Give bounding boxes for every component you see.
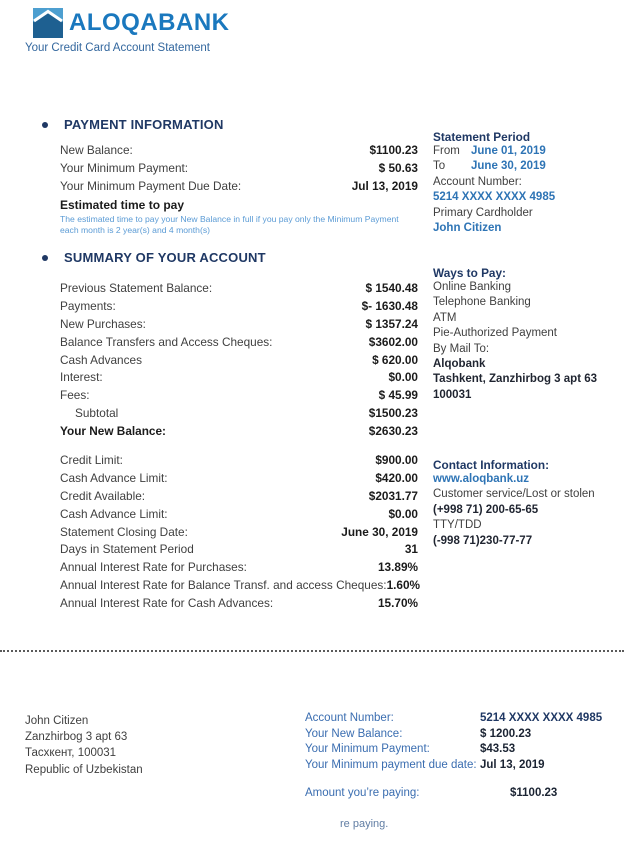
- cardholder-label: Primary Cardholder: [433, 206, 533, 219]
- fees-value: $ 45.99: [378, 388, 418, 403]
- interest-row: [60, 370, 418, 388]
- by-mail-label: By Mail To:: [433, 342, 490, 355]
- cash-advance-limit-value: $420.00: [375, 470, 418, 485]
- payer-street: Zanzhirbog 3 apt 63: [25, 731, 128, 744]
- remit-due-date-value: Jul 13, 2019: [480, 758, 545, 771]
- remit-account-number-label: Account Number:: [305, 712, 394, 724]
- new-purchases-value: $ 1357.24: [365, 316, 418, 331]
- cash-advances-value: $ 620.00: [372, 352, 418, 367]
- pay-method-atm: ATM: [433, 311, 457, 324]
- pay-method-preauthorized: Pie-Authorized Payment: [433, 327, 558, 340]
- bank-website-link[interactable]: www.aloqbank.uz: [433, 473, 530, 485]
- due-date-label: Your Minimum Payment Due Date:: [60, 178, 242, 193]
- period-to-label: To: [433, 160, 446, 173]
- new-balance-label: New Balance:: [60, 143, 133, 157]
- credit-limit-row: [60, 453, 418, 471]
- statement-period-title: Statement Period: [433, 130, 531, 144]
- cash-advance-limit-label: Cash Advance Limit:: [60, 470, 168, 485]
- estimated-note-line2: each month is 2 year(s) and 4 month(s): [60, 225, 210, 236]
- amount-paying-row: [305, 787, 610, 803]
- account-number-label: Account Number:: [433, 175, 522, 188]
- mail-postcode: 100031: [433, 388, 472, 401]
- apr-cash-advances-value: 15.70%: [377, 596, 418, 611]
- bank-roof-icon: [33, 8, 63, 38]
- payer-name: John Citizen: [25, 715, 89, 727]
- cash-advances-row: [60, 353, 418, 371]
- bullet-icon: [42, 255, 48, 261]
- subtotal-label: Subtotal: [75, 406, 119, 421]
- days-in-period-value: 31: [404, 542, 418, 557]
- apr-purchases-value: 13.89%: [377, 560, 418, 575]
- remit-minimum-payment-label: Your Minimum Payment:: [305, 743, 430, 755]
- previous-balance-label: Previous Statement Balance:: [60, 281, 213, 295]
- subtotal-value: $1500.23: [368, 406, 418, 421]
- closing-date-label: Statement Closing Date:: [60, 524, 188, 539]
- balance-transfers-row: [60, 335, 418, 353]
- cash-advance-limit-2-value: $0.00: [388, 506, 418, 521]
- your-new-balance-label: Your New Balance:: [60, 424, 166, 439]
- your-new-balance-row: [60, 424, 418, 442]
- remit-minimum-payment-value: $43.53: [480, 743, 516, 755]
- estimated-time-note: [60, 214, 418, 237]
- contact-information-title: Contact Information:: [433, 458, 549, 472]
- pay-method-telephone: Telephone Banking: [433, 296, 531, 309]
- account-summary-title: SUMMARY OF YOUR ACCOUNT: [64, 250, 266, 265]
- apr-purchases-label: Annual Interest Rate for Purchases:: [60, 560, 247, 575]
- apr-balance-transfers-label: Annual Interest Rate for Balance Transf. and access Cheques:: [60, 578, 387, 593]
- cash-advance-limit-2-row: [60, 507, 418, 525]
- new-balance-row: [60, 143, 418, 161]
- due-date-row: [60, 179, 418, 197]
- ways-to-pay-section: [433, 266, 621, 403]
- amount-paying-label: Amount you’re paying:: [305, 787, 420, 799]
- remit-due-date-row: [305, 759, 610, 775]
- closing-date-value: June 30, 2019: [341, 524, 418, 539]
- interest-label: Interest:: [60, 370, 103, 385]
- new-balance-value: $1100.23: [369, 143, 418, 157]
- account-number-value: 5214 XXXX XXXX 4985: [433, 191, 556, 204]
- minimum-payment-row: [60, 161, 418, 179]
- cash-advances-label: Cash Advances: [60, 352, 142, 367]
- mail-address: Tashkent, Zanzhirbog 3 apt 63: [433, 373, 598, 386]
- pay-method-online: Online Banking: [433, 281, 511, 293]
- estimated-note-line1: The estimated time to pay your New Balance in full if you pay only the Minimum Payment: [60, 213, 399, 224]
- remit-new-balance-value: $ 1200.23: [480, 727, 532, 740]
- bank-name: ALOQABANK: [69, 9, 230, 36]
- remit-new-balance-row: [305, 728, 610, 744]
- cash-advance-limit-2-label: Cash Advance Limit:: [60, 506, 168, 521]
- statement-tagline: Your Credit Card Account Statement: [25, 42, 210, 54]
- remit-due-date-label: Your Minimum payment due date:: [305, 758, 477, 771]
- period-from-value: June 01, 2019: [471, 145, 546, 157]
- payment-information-section: [60, 117, 418, 237]
- mail-bank-name: Alqobank: [433, 358, 486, 371]
- apr-balance-transfers-value: 1.60%: [386, 578, 421, 593]
- bank-logo: [33, 8, 230, 38]
- remit-account-number-value: 5214 XXXX XXXX 4985: [480, 712, 603, 724]
- your-new-balance-value: $2630.23: [368, 424, 418, 439]
- period-to-value: June 30, 2019: [471, 160, 546, 173]
- minimum-payment-value: $ 50.63: [378, 160, 418, 175]
- apr-cash-advances-row: [60, 596, 418, 614]
- interest-value: $0.00: [388, 370, 418, 385]
- new-purchases-label: New Purchases:: [60, 316, 146, 331]
- payer-address-block: [25, 713, 143, 778]
- fees-row: [60, 388, 418, 406]
- payment-information-title: PAYMENT INFORMATION: [64, 117, 224, 132]
- minimum-payment-label: Your Minimum Payment:: [60, 160, 189, 175]
- tty-phone: (-998 71)230-77-77: [433, 534, 533, 547]
- credit-available-value: $2031.77: [368, 488, 418, 503]
- remit-new-balance-label: Your New Balance:: [305, 727, 403, 740]
- payments-label: Payments:: [60, 298, 116, 313]
- period-from-label: From: [433, 145, 460, 157]
- amount-paying-value: $1100.23: [510, 787, 558, 799]
- days-in-period-row: [60, 542, 418, 560]
- remit-minimum-payment-row: [305, 743, 610, 759]
- balance-transfers-label: Balance Transfers and Access Cheques:: [60, 334, 273, 349]
- credit-limit-label: Credit Limit:: [60, 453, 123, 468]
- credit-available-row: [60, 489, 418, 507]
- payments-row: [60, 299, 418, 317]
- credit-available-label: Credit Available:: [60, 488, 146, 503]
- period-to-row: [433, 159, 621, 174]
- ways-to-pay-title: Ways to Pay:: [433, 266, 506, 280]
- fees-label: Fees:: [60, 388, 90, 403]
- days-in-period-label: Days in Statement Period: [60, 542, 194, 557]
- page-scan-fragment: re paying.: [340, 818, 389, 830]
- statement-header: [25, 8, 230, 54]
- contact-information-section: [433, 458, 621, 549]
- apr-balance-transfers-row: [60, 578, 421, 596]
- cardholder-name: John Citizen: [433, 222, 502, 235]
- apr-cash-advances-label: Annual Interest Rate for Cash Advances:: [60, 596, 274, 611]
- apr-purchases-row: [60, 560, 418, 578]
- remittance-details-block: [305, 712, 610, 803]
- closing-date-row: [60, 525, 418, 543]
- account-summary-section: [60, 250, 421, 614]
- customer-service-label: Customer service/Lost or stolen: [433, 488, 595, 501]
- estimated-time-title: Estimated time to pay: [60, 197, 185, 212]
- remit-account-number-row: [305, 712, 610, 728]
- subtotal-row: [60, 406, 418, 424]
- statement-period-section: [433, 130, 621, 236]
- payer-country: Republic of Uzbekistan: [25, 763, 143, 776]
- balance-transfers-value: $3602.00: [368, 334, 418, 349]
- previous-balance-row: [60, 281, 418, 299]
- tear-off-perforation-line: [0, 650, 624, 652]
- payments-value: $- 1630.48: [361, 298, 418, 313]
- cash-advance-limit-row: [60, 471, 418, 489]
- bullet-icon: [42, 122, 48, 128]
- due-date-value: Jul 13, 2019: [351, 178, 418, 193]
- payer-city: Тасхкент, 100031: [25, 747, 117, 760]
- tty-label: TTY/TDD: [433, 519, 482, 532]
- previous-balance-value: $ 1540.48: [365, 281, 418, 295]
- credit-limit-value: $900.00: [375, 453, 418, 468]
- period-from-row: [433, 144, 621, 159]
- customer-service-phone: (+998 71) 200-65-65: [433, 503, 539, 516]
- new-purchases-row: [60, 317, 418, 335]
